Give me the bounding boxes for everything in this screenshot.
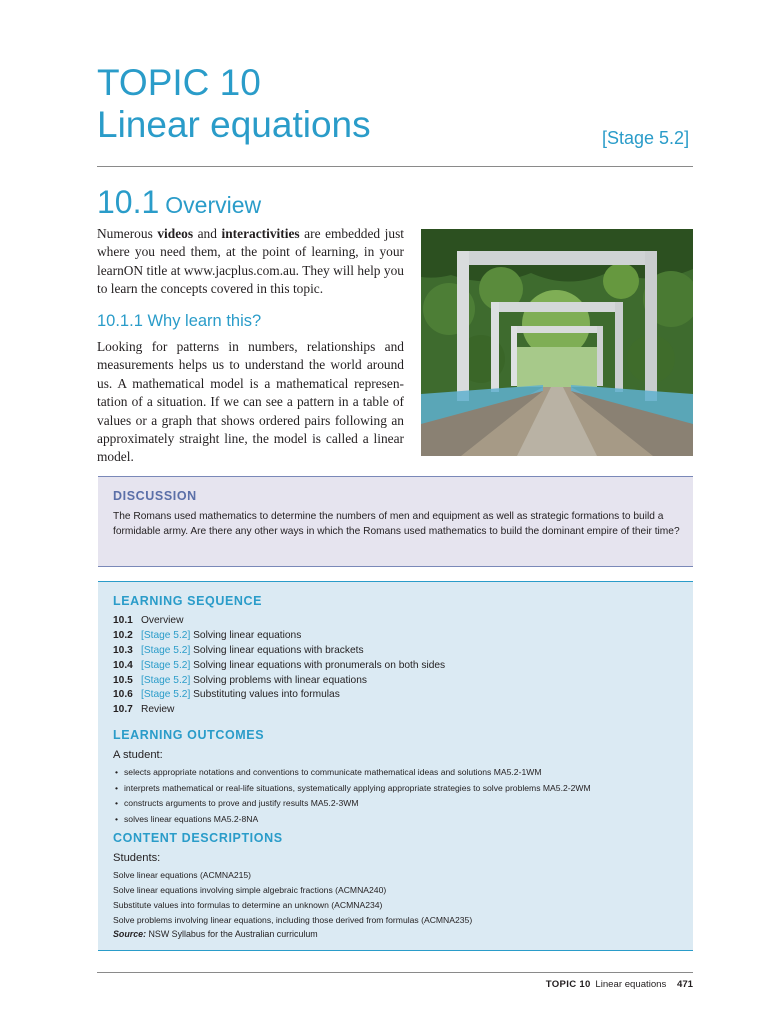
description-item: Solve linear equations (ACMNA215): [113, 870, 252, 880]
page-footer: [546, 979, 693, 990]
videos-term: videos: [157, 226, 194, 241]
topic-label: TOPIC 10: [97, 62, 261, 103]
outcome-item: • interprets mathematical or real-life situations, systematically applying appropriate strategies to solve problems MA5.2-2WM: [113, 781, 591, 797]
sequence-item[interactable]: 10.3 [Stage 5.2] Solving linear equations with brackets: [113, 644, 364, 656]
learning-sequence-list: [113, 614, 445, 718]
bridge-photo: [421, 229, 693, 456]
page-number: 471: [676, 979, 693, 990]
content-descriptions-heading: CONTENT DESCRIPTIONS: [113, 831, 283, 845]
footer-title: Linear equations: [595, 979, 667, 990]
why-learn-heading: 10.1.1 Why learn this?: [97, 312, 262, 330]
discussion-box: [98, 476, 693, 567]
why-learn-text: Looking for patterns in numbers, relationships and measurements helps us to understand the world around us. A mathematical model is a mathematical represen-tation of a situation. If we can see a pattern in a table of values or a graph that shows ordered pairs following an approximately straight line, the model is called a linear model.: [97, 339, 404, 465]
overview-heading: [97, 184, 261, 221]
discussion-heading: DISCUSSION: [113, 489, 197, 503]
source-label: Source:: [113, 929, 147, 939]
description-item: Solve problems involving linear equations, including those derived from formulas (ACMNA235): [113, 915, 473, 925]
section-title: Overview: [165, 192, 262, 218]
learning-outcomes-heading: LEARNING OUTCOMES: [113, 728, 265, 742]
stage-tag: [Stage 5.2]: [602, 128, 690, 148]
outcome-item: • solves linear equations MA5.2-8NA: [113, 812, 591, 828]
sequence-item[interactable]: 10.1 Overview: [113, 615, 184, 626]
description-item: Solve linear equations involving simple algebraic fractions (ACMNA240): [113, 885, 387, 895]
interactivities-term: interactivities: [221, 226, 300, 241]
source-note: [113, 929, 318, 939]
sequence-item[interactable]: 10.5 [Stage 5.2] Solving problems with linear equations: [113, 674, 367, 686]
descriptions-intro: Students:: [113, 852, 161, 864]
content-descriptions-list: [113, 868, 472, 928]
sequence-item[interactable]: 10.4 [Stage 5.2] Solving linear equations with pronumerals on both sides: [113, 659, 446, 671]
outcomes-intro: A student:: [113, 749, 163, 761]
discussion-text: The Romans used mathematics to determine the numbers of men and equipment as well as strategic formations to build a formidable army. Are there any other ways in which the Romans used mathematics to build the dominant empire of their time?: [113, 511, 680, 537]
sequence-item[interactable]: 10.6 [Stage 5.2] Substituting values into formulas: [113, 689, 340, 701]
source-text: NSW Syllabus for the Australian curriculum: [146, 929, 318, 939]
header-divider: [97, 166, 693, 167]
topic-name: Linear equations: [97, 104, 371, 145]
topic-title: [97, 62, 371, 146]
sequence-item[interactable]: 10.2 [Stage 5.2] Solving linear equations: [113, 629, 302, 641]
intro-text-1: Numerous: [97, 226, 158, 241]
footer-topic: TOPIC 10: [545, 979, 591, 990]
description-item: Substitute values into formulas to determine an unknown (ACMNA234): [113, 900, 383, 910]
section-number: 10.1: [97, 184, 160, 220]
learning-box: [98, 581, 693, 951]
learning-sequence-heading: LEARNING SEQUENCE: [113, 594, 263, 608]
intro-text-3: are embedded just where you need them, at the point of learning, in your learnON title at www.jacplus.com.au. They will help you to learn the concepts covered in this topic.: [97, 226, 404, 297]
learning-outcomes-list: [113, 765, 591, 827]
footer-divider: [97, 972, 693, 973]
overview-intro: [97, 225, 404, 299]
sequence-item[interactable]: 10.7 Review: [113, 704, 175, 716]
outcome-item: • constructs arguments to prove and justify results MA5.2-3WM: [113, 796, 591, 812]
intro-text-2: and: [193, 226, 222, 241]
outcome-item: • selects appropriate notations and conventions to communicate mathematical ideas and solutions MA5.2-1WM: [113, 765, 591, 781]
